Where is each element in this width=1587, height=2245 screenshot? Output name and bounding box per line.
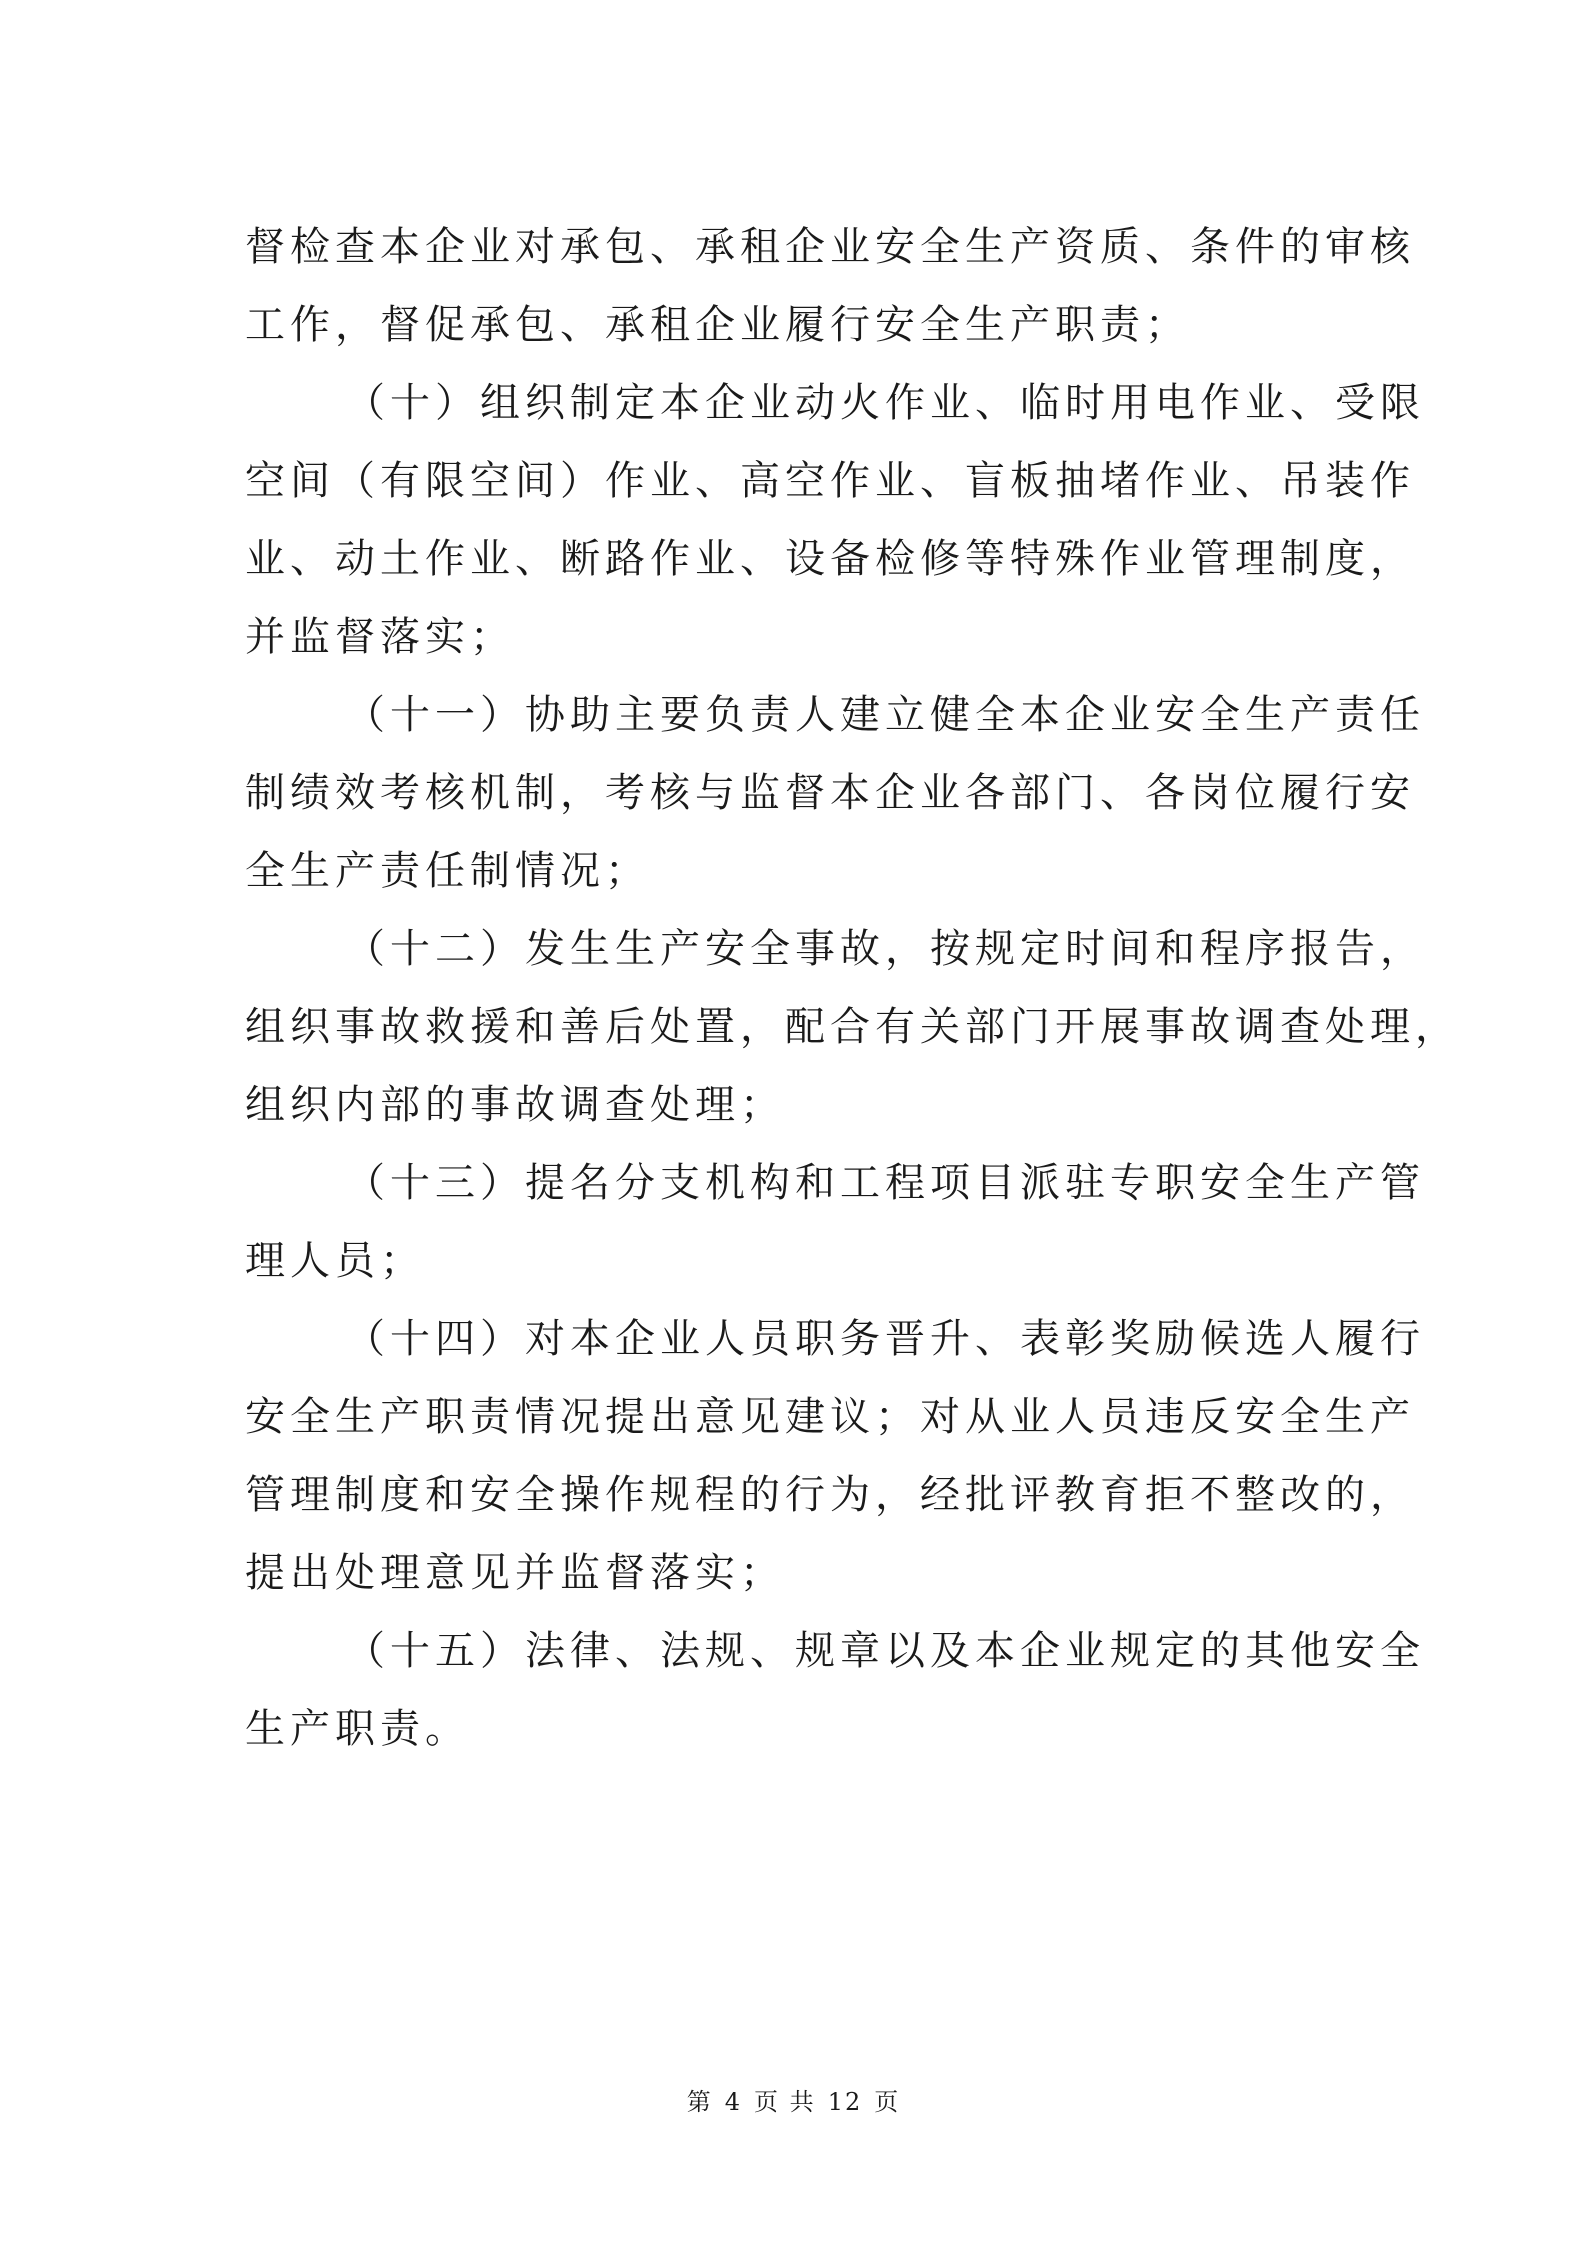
text-line: （十一）协助主要负责人建立健全本企业安全生产责任 xyxy=(345,692,1425,738)
text-line: 组织事故救援和善后处置，配合有关部门开展事故调查处理， xyxy=(245,1004,1460,1050)
text-line: 理人员； xyxy=(245,1238,425,1284)
footer-current-page: 4 xyxy=(724,2088,743,2116)
text-line: 全生产责任制情况； xyxy=(245,848,650,894)
text-line: 业、动土作业、断路作业、设备检修等特殊作业管理制度， xyxy=(245,536,1415,582)
text-line: 提出处理意见并监督落实； xyxy=(245,1550,785,1596)
footer-total-pages: 12 xyxy=(827,2088,863,2116)
text-line: （十二）发生生产安全事故，按规定时间和程序报告， xyxy=(345,926,1425,972)
footer-middle: 页 共 xyxy=(754,2088,816,2116)
text-line: 生产职责。 xyxy=(245,1706,470,1752)
text-line: （十五）法律、法规、规章以及本企业规定的其他安全 xyxy=(345,1628,1425,1674)
text-line: （十）组织制定本企业动火作业、临时用电作业、受限 xyxy=(345,380,1425,426)
text-line: 组织内部的事故调查处理； xyxy=(245,1082,785,1128)
text-line: 督检查本企业对承包、承租企业安全生产资质、条件的审核 xyxy=(245,224,1415,270)
footer-prefix: 第 xyxy=(686,2088,713,2116)
text-line: （十三）提名分支机构和工程项目派驻专职安全生产管 xyxy=(345,1160,1425,1206)
text-line: 空间（有限空间）作业、高空作业、盲板抽堵作业、吊装作 xyxy=(245,458,1415,504)
body-text xyxy=(245,208,1460,1768)
page-footer xyxy=(0,2086,1587,2118)
text-line: 制绩效考核机制，考核与监督本企业各部门、各岗位履行安 xyxy=(245,770,1415,816)
text-line: （十四）对本企业人员职务晋升、表彰奖励候选人履行 xyxy=(345,1316,1425,1362)
text-line: 并监督落实； xyxy=(245,614,515,660)
text-line: 工作，督促承包、承租企业履行安全生产职责； xyxy=(245,302,1190,348)
text-line: 管理制度和安全操作规程的行为，经批评教育拒不整改的， xyxy=(245,1472,1415,1518)
text-line: 安全生产职责情况提出意见建议；对从业人员违反安全生产 xyxy=(245,1394,1415,1440)
footer-suffix: 页 xyxy=(874,2088,901,2116)
